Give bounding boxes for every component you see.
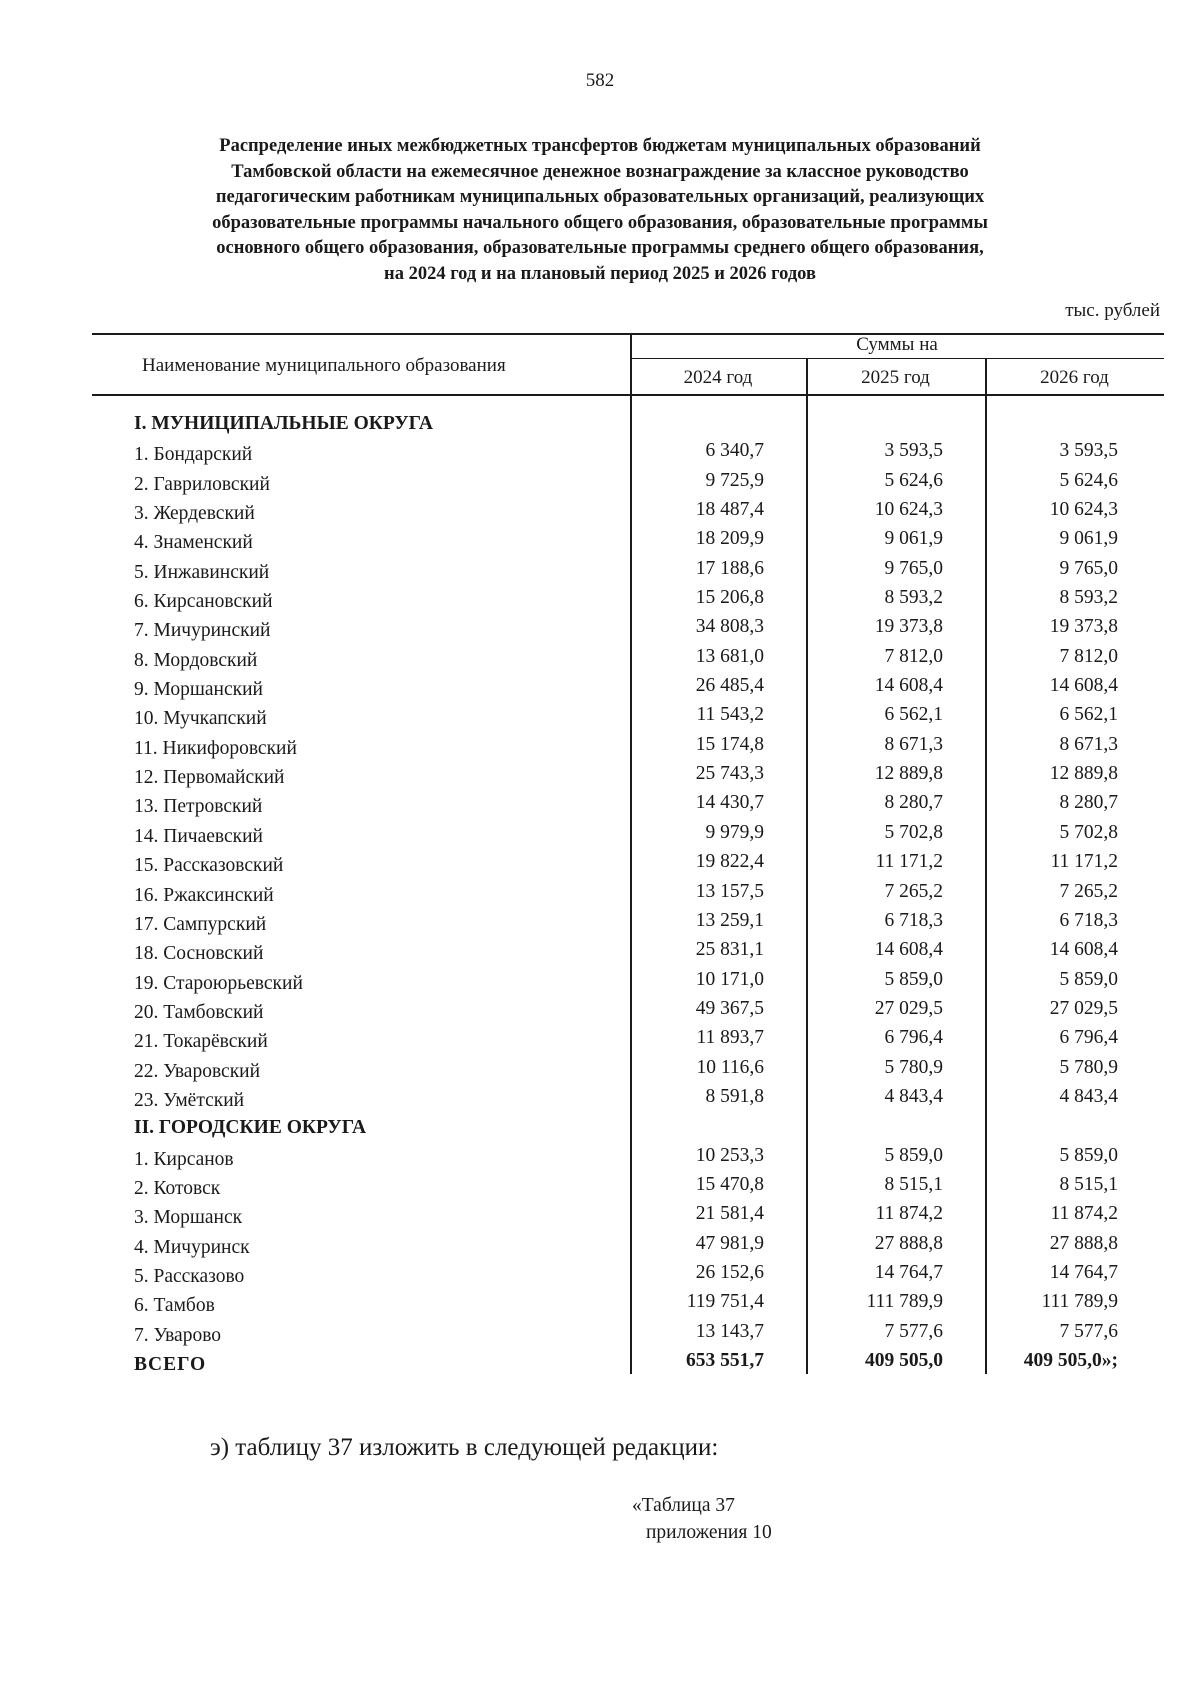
amount-2026: 3 593,5 [1059, 440, 1118, 462]
table-reference-line: приложения 10 [646, 1522, 772, 1543]
amount-2025: 111 789,9 [866, 1291, 943, 1313]
amount-2024: 14 430,7 [695, 792, 764, 814]
amount-2025: 3 593,5 [884, 440, 943, 462]
amount-2024: 119 751,4 [686, 1291, 764, 1313]
title-line: образовательные программы начального общего образования, образовательные программы [212, 212, 988, 233]
amount-2025: 6 718,3 [884, 909, 943, 931]
table-row [0, 969, 1200, 998]
municipality-name: 10. Мучкапский [134, 708, 267, 730]
table-row [0, 528, 1200, 557]
amount-2025: 7 577,6 [884, 1320, 943, 1342]
amount-2026: 409 505,0»; [1023, 1350, 1118, 1371]
amount-2025: 14 608,4 [874, 675, 943, 697]
amount-2025: 9 765,0 [884, 557, 943, 579]
section-heading: I. МУНИЦИПАЛЬНЫЕ ОКРУГА [134, 413, 434, 434]
table-reference [632, 1492, 772, 1546]
municipality-name: ВСЕГО [134, 1354, 207, 1375]
table-row [0, 440, 1200, 469]
amount-2026: 6 562,1 [1059, 704, 1118, 726]
municipality-name: 19. Староюрьевский [134, 972, 303, 994]
amount-2026: 27 029,5 [1049, 997, 1118, 1019]
header-year-2026: 2026 год [1040, 367, 1109, 388]
municipality-name: 17. Сампурский [134, 913, 267, 935]
table-row [0, 675, 1200, 704]
amount-2026: 10 624,3 [1049, 499, 1118, 521]
amount-2026: 11 171,2 [1050, 851, 1118, 873]
table-row [0, 1262, 1200, 1291]
amount-2025: 6 796,4 [884, 1027, 943, 1049]
amount-2026: 7 812,0 [1059, 645, 1118, 667]
amount-2026: 6 718,3 [1059, 909, 1118, 931]
table-row [0, 704, 1200, 733]
header-bottom-rule [92, 394, 1164, 396]
amount-2026: 4 843,4 [1059, 1085, 1118, 1107]
amount-2024: 8 591,8 [705, 1085, 764, 1107]
amount-2026: 6 796,4 [1059, 1027, 1118, 1049]
table-row [0, 1174, 1200, 1203]
amount-2025: 7 265,2 [884, 880, 943, 902]
amount-2025: 11 171,2 [875, 851, 943, 873]
amount-2026: 19 373,8 [1049, 616, 1118, 638]
table-row [0, 1057, 1200, 1086]
municipality-name: 7. Мичуринский [134, 620, 271, 642]
municipality-name: 3. Моршанск [134, 1207, 243, 1229]
municipality-name: 22. Уваровский [134, 1060, 261, 1082]
municipality-name: 3. Жердевский [134, 503, 255, 525]
header-sub-rule [630, 358, 1164, 359]
header-year-2025: 2025 год [861, 367, 930, 388]
amount-2024: 13 143,7 [695, 1320, 764, 1342]
amount-2024: 18 209,9 [695, 528, 764, 550]
table-row [0, 910, 1200, 939]
municipality-name: 4. Знаменский [134, 532, 253, 554]
table-row [0, 939, 1200, 968]
table-row [0, 1145, 1200, 1174]
amount-2026: 111 789,9 [1041, 1291, 1118, 1313]
municipality-name: 16. Ржаксинский [134, 884, 274, 906]
municipality-name: 12. Первомайский [134, 767, 285, 789]
municipality-name: 14. Пичаевский [134, 825, 263, 847]
amount-2026: 5 780,9 [1059, 1056, 1118, 1078]
amount-2025: 8 593,2 [884, 587, 943, 609]
amendment-instruction: э) таблицу 37 изложить в следующей редакции: [210, 1434, 719, 1461]
amount-2024: 19 822,4 [695, 851, 764, 873]
amount-2025: 5 780,9 [884, 1056, 943, 1078]
amount-2025: 8 671,3 [884, 733, 943, 755]
municipality-name: 2. Гавриловский [134, 473, 270, 495]
amount-2025: 409 505,0 [865, 1350, 943, 1371]
amount-2025: 27 888,8 [874, 1232, 943, 1254]
municipality-name: 9. Моршанский [134, 679, 263, 701]
amount-2024: 15 174,8 [695, 733, 764, 755]
title-line: на 2024 год и на плановый период 2025 и 2026 годов [384, 263, 816, 284]
table-body [0, 411, 1200, 1379]
amount-2026: 8 515,1 [1059, 1173, 1118, 1195]
amount-2024: 15 470,8 [695, 1173, 764, 1195]
amount-2026: 8 671,3 [1059, 733, 1118, 755]
amount-2024: 15 206,8 [695, 587, 764, 609]
amount-2024: 9 979,9 [705, 821, 764, 843]
amount-2024: 9 725,9 [705, 469, 764, 491]
amount-2024: 6 340,7 [705, 440, 764, 462]
amount-2024: 11 543,2 [696, 704, 764, 726]
municipality-name: 15. Рассказовский [134, 855, 284, 877]
table-row [0, 499, 1200, 528]
table-row [0, 1291, 1200, 1320]
amount-2025: 9 061,9 [884, 528, 943, 550]
municipality-name: 7. Уварово [134, 1324, 222, 1346]
header-sums-on: Суммы на [856, 334, 938, 355]
amount-2024: 34 808,3 [695, 616, 764, 638]
title-line: педагогическим работникам муниципальных образовательных организаций, реализующих [215, 187, 985, 207]
amount-2026: 5 859,0 [1059, 968, 1118, 990]
amount-2024: 25 831,1 [695, 939, 764, 961]
amount-2026: 8 280,7 [1059, 792, 1118, 814]
municipality-name: 8. Мордовский [134, 649, 258, 671]
table-row [0, 881, 1200, 910]
header-year-2024: 2024 год [683, 367, 753, 388]
municipality-name: 21. Токарёвский [134, 1031, 268, 1053]
amount-2026: 7 577,6 [1059, 1320, 1118, 1342]
document-title [120, 134, 1080, 287]
table-row [0, 1233, 1200, 1262]
amount-2024: 26 485,4 [695, 675, 764, 697]
amount-2026: 11 874,2 [1050, 1203, 1118, 1225]
amount-2025: 5 859,0 [884, 1144, 943, 1166]
amount-2026: 9 765,0 [1059, 557, 1118, 579]
amount-2025: 6 562,1 [884, 704, 943, 726]
amount-2024: 13 157,5 [695, 880, 764, 902]
table-row [0, 851, 1200, 880]
amount-2026: 14 764,7 [1049, 1261, 1118, 1283]
amount-2024: 26 152,6 [695, 1261, 764, 1283]
municipality-name: 11. Никифоровский [134, 737, 297, 759]
amount-2026: 5 624,6 [1059, 469, 1118, 491]
amount-2026: 14 608,4 [1049, 939, 1118, 961]
municipality-name: 6. Кирсановский [134, 591, 273, 613]
table-row [0, 646, 1200, 675]
municipality-name: 23. Умётский [134, 1089, 245, 1111]
amount-2024: 10 171,0 [695, 968, 764, 990]
title-line: Тамбовской области на ежемесячное денежное вознаграждение за классное руководство [231, 161, 969, 182]
table-row [0, 1321, 1200, 1350]
amount-2024: 17 188,6 [695, 557, 764, 579]
table-row [0, 470, 1200, 499]
amount-2026: 7 265,2 [1059, 880, 1118, 902]
amount-2025: 5 702,8 [884, 821, 943, 843]
units-label: тыс. рублей [1065, 300, 1160, 321]
section-row [0, 411, 1200, 440]
amount-2025: 11 874,2 [875, 1203, 943, 1225]
table-row [0, 1203, 1200, 1232]
table-row [0, 734, 1200, 763]
amount-2026: 9 061,9 [1059, 528, 1118, 550]
amount-2024: 47 981,9 [695, 1232, 764, 1254]
amount-2025: 10 624,3 [874, 499, 943, 521]
amount-2025: 14 764,7 [874, 1261, 943, 1283]
amount-2024: 49 367,5 [695, 997, 764, 1019]
amount-2025: 5 624,6 [884, 469, 943, 491]
amount-2025: 7 812,0 [884, 645, 943, 667]
municipality-name: 1. Кирсанов [134, 1148, 234, 1170]
section-row [0, 1115, 1200, 1144]
table-row [0, 1027, 1200, 1056]
table-row [0, 792, 1200, 821]
municipality-name: 6. Тамбов [134, 1295, 215, 1317]
table-reference-line: «Таблица 37 [632, 1495, 735, 1516]
amount-2024: 21 581,4 [695, 1203, 764, 1225]
amount-2024: 10 116,6 [696, 1056, 764, 1078]
amount-2025: 19 373,8 [874, 616, 943, 638]
table-row [0, 822, 1200, 851]
amount-2025: 8 280,7 [884, 792, 943, 814]
amount-2026: 12 889,8 [1049, 763, 1118, 785]
amount-2024: 13 259,1 [695, 909, 764, 931]
amount-2026: 5 702,8 [1059, 821, 1118, 843]
amount-2025: 5 859,0 [884, 968, 943, 990]
amount-2026: 8 593,2 [1059, 587, 1118, 609]
amount-2024: 10 253,3 [695, 1144, 764, 1166]
title-line: Распределение иных межбюджетных трансфертов бюджетам муниципальных образований [219, 136, 981, 156]
table-row [0, 998, 1200, 1027]
title-line: основного общего образования, образовательные программы среднего общего образования, [216, 238, 984, 258]
municipality-name: 5. Рассказово [134, 1265, 245, 1287]
amount-2024: 653 551,7 [686, 1350, 764, 1371]
table-row [0, 558, 1200, 587]
page-number: 582 [585, 70, 615, 91]
total-row [0, 1350, 1200, 1379]
amount-2024: 13 681,0 [695, 645, 764, 667]
table-row [0, 763, 1200, 792]
amount-2024: 11 893,7 [696, 1027, 764, 1049]
section-heading: II. ГОРОДСКИЕ ОКРУГА [134, 1117, 367, 1139]
municipality-name: 18. Сосновский [134, 943, 264, 965]
amount-2025: 12 889,8 [874, 763, 943, 785]
municipality-name: 13. Петровский [134, 796, 263, 818]
amount-2025: 8 515,1 [884, 1173, 943, 1195]
municipality-name: 1. Бондарский [134, 444, 253, 466]
amount-2024: 18 487,4 [695, 499, 764, 521]
amount-2025: 27 029,5 [874, 997, 943, 1019]
amount-2026: 14 608,4 [1049, 675, 1118, 697]
amount-2026: 27 888,8 [1049, 1232, 1118, 1254]
header-name-column: Наименование муниципального образования [142, 355, 506, 376]
municipality-name: 2. Котовск [134, 1177, 221, 1199]
amount-2026: 5 859,0 [1059, 1144, 1118, 1166]
amount-2025: 14 608,4 [874, 939, 943, 961]
municipality-name: 4. Мичуринск [134, 1236, 250, 1258]
table-row [0, 616, 1200, 645]
amount-2024: 25 743,3 [695, 763, 764, 785]
table-row [0, 587, 1200, 616]
amount-2025: 4 843,4 [884, 1085, 943, 1107]
municipality-name: 5. Инжавинский [134, 561, 270, 583]
table-row [0, 1086, 1200, 1115]
municipality-name: 20. Тамбовский [134, 1001, 264, 1023]
